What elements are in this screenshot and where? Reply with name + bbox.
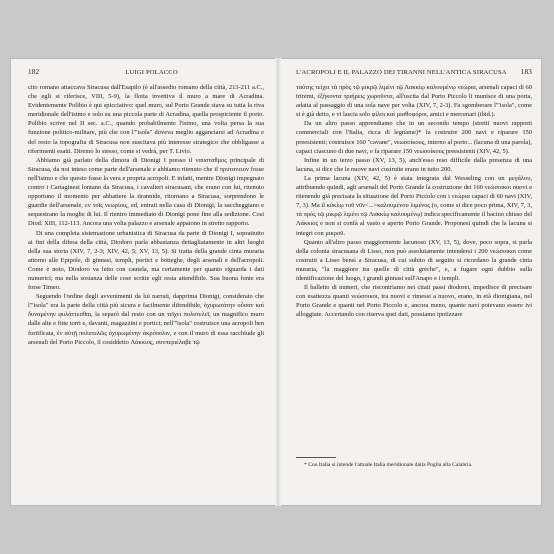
left-page-body	[28, 83, 264, 347]
paragraph: Infine in un terzo passo (XV, 13, 5), anch'esso reso difficile dalla presenza di una lacuna, si dice che le nuove navi costruite erano in tutto 200.	[296, 156, 532, 173]
right-page-number: 183	[520, 68, 532, 76]
right-page-header	[296, 68, 532, 76]
paragraph: La prima lacuna (XIV, 42, 5) è stata integrata dal Wesseling con un μεγάλου, attribuendo quindi, agli arsenali del Porto Grande la costruzione dei 160 νεώσοικοι nuovi e ritenendo già precisata la situazione del Porto Piccolo con i νεώρια capaci di 60 navi (XIV, 7, 3). Ma il κύκλῳ τοῦ νῦν<...>καλουμένου λιμένος (o, come si dice poco prima, XIV, 7, 3, τὰ πρὸς τῷ μικρῷ λιμένι τῷ Λακκίῳ καλουμένῳ) indica specificamente il bacino chiuso del Λάκκιος e non si confà al vasto e aperto Porto Grande. Proponesi quindi che la lacuna si integri con μικροῦ.	[296, 174, 532, 237]
left-page-number: 182	[28, 68, 40, 76]
footnote-text: * Con Italia si intende l'attuale Italia meridionale dalla Puglia alla Calabria.	[304, 462, 473, 469]
footnote-block	[296, 457, 532, 470]
book-gutter	[275, 58, 281, 506]
paragraph: cito romano attaccava Siracusa dall'Esapilo (è all'assedio romano della città, 213-211 a.C., che egli si riferisce, VIII, 5-9), la flotta invettiva il muro a mare di Acradina. Evidentemente Polibio è qui spicciativo: quel muro, sul Porto Grande stava su tutta la riva meridionale dell'istmo e solo su una piccola parte di Acradina, quella prospiciente il porto. Polibio scrive nel II sec. a.C., quando probabilmente l'istmo, una volta persa la sua funzione politico-militare, più che con l'"isola" doveva meglio agganciarsi ad Acradina e del resto la topografia di Siracusa non suscitava più interesse strategico che obbligasse a riferimenti esatti. Diremo lo stesso, come si vedrà, per T. Livio.	[28, 84, 264, 155]
right-page	[296, 68, 532, 470]
paragraph: Quanto all'altro passo maggiormente lacunoso (XV, 13, 5), dove, poco sopra, si parla della colonia siracusana di Lisso, non può assolutamente intendersi i 200 νεώσοικοι come costruiti a Lisso bensì a Siracusa, di cui subito di seguito si ricordano la grande cinta muraria, "la maggiore tra quelle di città greche", e, a fugare ogni dubbio sulla identificazione del luogo, i grandi ginnasi sull'Anapo e i templi.	[296, 238, 532, 282]
paragraph: Il balletto di numeri, che riscontriamo nei citati passi diodorei, impedisce di precisare con esattezza quanti νεώσοικοι, tra nuovi e rimessi a nuovo, erano, in età dionigiana, nel Porto Grande e quanti nel Porto Piccolo e, ancora meno, quante navi potevano essere ivi alloggiate. Accertando con riserva quei dati, possiamo ipotizzare	[296, 284, 532, 319]
right-page-body	[296, 83, 532, 319]
book-spread	[10, 58, 542, 506]
paragraph: Abbiamo già parlato della dimora di Dionigi I presso il ναυσταθμος principale di Siracusa, da noi inteso come parte dell'arsenale e abbiamo ritenuto che il πρυτανειον fosse nell'istmo e che questo fosse la vera e propria acropoli. E infatti, mentre Dionigi impegnato contro i Cartaginesi lontano da Siracusa, i cavalieri siracusani, che erano con lui, ritenuto opportuno il momento per abbattere la tirannide, ritornano a Siracusa, sorprendono le guardie dell'arsenale, εν τοῖς νεωρίοις, ed, entrati nella casa di Dionigi, la saccheggiano e sequestrano la moglie di lui. Il rientro immediato di Dionigi pone fine alla sedizione. Cosi Diod. XIII, 112-113. Ancora una volta palazzo e arsenale appaiono in stretto rapporto.	[28, 156, 264, 228]
paragraph: Seguendo l'ordine degli avvenimenti da lui narrati, dapprima Dionigi, considerato che l'"isola" era la parte della città più sicura e facilmente difendibile, ὀχυρωτάτην οὖσαν καὶ δυναμένην φυλάττεσθαι, la separò dal resto con un τεῖχει πολυτελεῖ, un magnifico muro dalle alte e fitte torri e, davanti, magazzini e portici; nell'"isola" costruisce una acropoli ben fortificata, ἐν αὐτῇ πολυτελῶς ὀχυρωμένην ἀκρόπολιν, e con il muro di essa racchiude gli arsenali del Porto Piccolo, il cosiddetto Λάκκιος, συνπεριέλαβε τῷ	[28, 293, 264, 346]
right-running-head: L'ACROPOLI E IL PALAZZO DEI TIRANNI NELL'ANTICA SIRACUSA	[296, 69, 507, 76]
footnote-rule	[296, 457, 336, 458]
paragraph: ταύτης τείχει τὰ πρὸς τῷ μικρῷ λιμένι τῷ Λακκίῳ καλουμένῳ νεώρια, arsenali capaci di 60 triremi, ἐξήκοντα τριήρεις χωροῦντα, all'uscita dal Porto Piccolo li munisce di una porta, adatta al passaggio di una sola nave per volta (XIV, 7, 2-3). Fa sgomberare l'"isola", come si è già detto, e vi lascia solo φίλοι καὶ μισθοφόροι, amici e mercenari (ibid.).	[296, 84, 532, 119]
paragraph: Da un altro passo apprendiamo che in un secondo tempo (stretti nuovi rapporti commerciali con l'Italia, ricca di legname)* fa costruire 200 navi e riparare 150 preesistenti; costruisce 160 "cavane", νεωσοίκους, interno al porto... (lacuna di una parola), capaci ciascuno di due navi, e fa riparare 150 νεωσοίκους preesistenti (XIV, 42, 5).	[296, 120, 532, 155]
paragraph: Di una completa sistemazione urbanistica di Siracusa da parte di Dionigi I, soprattutto ai fini della difesa della città, Diodoro parla abbastanza dettagliatamente in altri luoghi della sua storia (XIV, 7, 2-3; XIV, 42, 5; XV, 13, 5). Si tratta della grande cinta muraria attorno alle Epipole, di ginnasi, templi, portici e botteghe, degli arsenali e dell'acropoli. Come è noto, Diodoro va letto con cautela, ma certamente per quanto riguarda i dati numerici; ma nella sostanza delle cose scritte egli resta attendibile. Sua buona fonte era forse Timeo.	[28, 229, 264, 292]
left-page-header	[28, 68, 264, 76]
left-page	[28, 68, 264, 347]
left-running-head: LUIGI POLACCO	[125, 69, 178, 76]
